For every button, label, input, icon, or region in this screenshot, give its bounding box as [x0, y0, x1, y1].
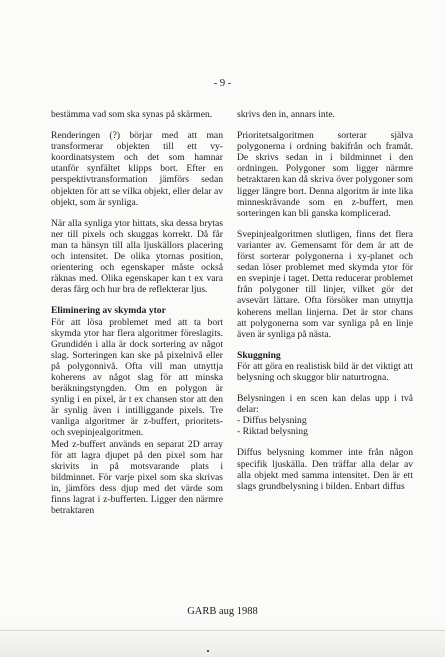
right-paragraph-2: Prioritetsalgoritmen sorterar själva polygonerna i ordning bakifrån och framåt. De skrivs sedan in i bildminnet i den ordningen. Polygoner som ligger närmre betraktaren kan då skriva över polygoner som ligger längre bort. Denna algoritm är inte lika minneskrävande som en z-buffert, men sorteringen kan bli ganska komplicerad.: [237, 130, 413, 219]
left-column: [51, 109, 223, 526]
left-paragraph-1: bestämma vad som ska synas på skärmen.: [51, 109, 213, 120]
left-paragraph-5: Med z-buffert används en separat 2D array för att lagra djupet på den pixel som har skrivits in på motsvarande plats i bildminnet. För varje pixel som ska skrivas in, jämförs dess djup med det värde som finns lagrat i z-bufferten. Ligger den närmre betraktaren: [51, 438, 223, 517]
lighting-list: [237, 415, 413, 437]
list-item: - Diffus belysning: [237, 415, 307, 427]
right-paragraph-4: För att göra en realistisk bild är det viktigt att belysning och skuggor blir naturtrogna.: [237, 360, 413, 383]
page-fold-shadow: [0, 620, 445, 657]
right-paragraph-1: skrivs den in, annars inte.: [237, 109, 336, 120]
left-paragraph-4: För att lösa problemet med att ta bort skymda ytor har flera algoritmer föreslagits. Grundidén i alla är dock sortering av något slag. Sorteringen kan ske på pixelnivå eller på polygonnivå. Ofta vill man utnyttja koherens av något slag för att minska beräkningstyngden. Om en polygon är synlig i en pixel, är t ex chansen stor att den är synlig även i intilliggande pixels. Tre vanliga algoritmer är z-buffert, prioritets- och svepinjealgoritmen.: [51, 316, 223, 439]
right-column: [237, 109, 413, 502]
right-paragraph-6: Diffus belysning kommer inte från någon specifik ljuskälla. Den träffar alla delar av alla objekt med samma intensitet. Den är ett slags grundbelysning i bilden. Enbart diffus: [237, 447, 413, 492]
left-paragraph-3: När alla synliga ytor hittats, ska dessa brytas ner till pixels och skuggas korrekt. Då får man ta hänsyn till alla ljuskällors placering och intensitet. De olika ytornas position, orientering och egenskaper måste också räknas med. Olika egenskaper kan t ex vara deras färg och hur bra de reflekterar ljus.: [51, 217, 223, 296]
section-heading-shading: Skuggning: [237, 349, 281, 361]
right-paragraph-3: Svepinjealgoritmen slutligen, finns det flera varianter av. Gemensamt för dem är att de först sorterar polygonerna i xy-planet och sedan löser problemet med skymda ytor för en svepinje i taget. Detta reducerar problemet från polygoner till linjer, vilket gör det avsevärt lättare. Ofta försöker man utnyttja koherens mellan linjerna. Det är stor chans att polygonerna som var synliga på en linje även är synliga på nästa.: [237, 228, 413, 340]
page-number: - 9 -: [213, 78, 232, 89]
list-item: - Riktad belysning: [237, 426, 308, 438]
left-paragraph-2: Renderingen (?) börjar med att man transformerar objekten till ett vy-koordinatsystem och det som hamnar utanför synfältet klipps bort. Efter en perspektivtransformation jämförs sedan objekten för att se vilka objekt, eller delar av objekt, som är synliga.: [51, 130, 223, 208]
right-paragraph-5: Belysningen i en scen kan delas upp i två delar:: [237, 393, 413, 416]
scan-speck: [207, 650, 209, 652]
section-heading-hidden-surfaces: Eliminering av skymda ytor: [51, 305, 166, 317]
page-fold-line: [0, 630, 445, 631]
footer: GARB aug 1988: [187, 606, 258, 617]
